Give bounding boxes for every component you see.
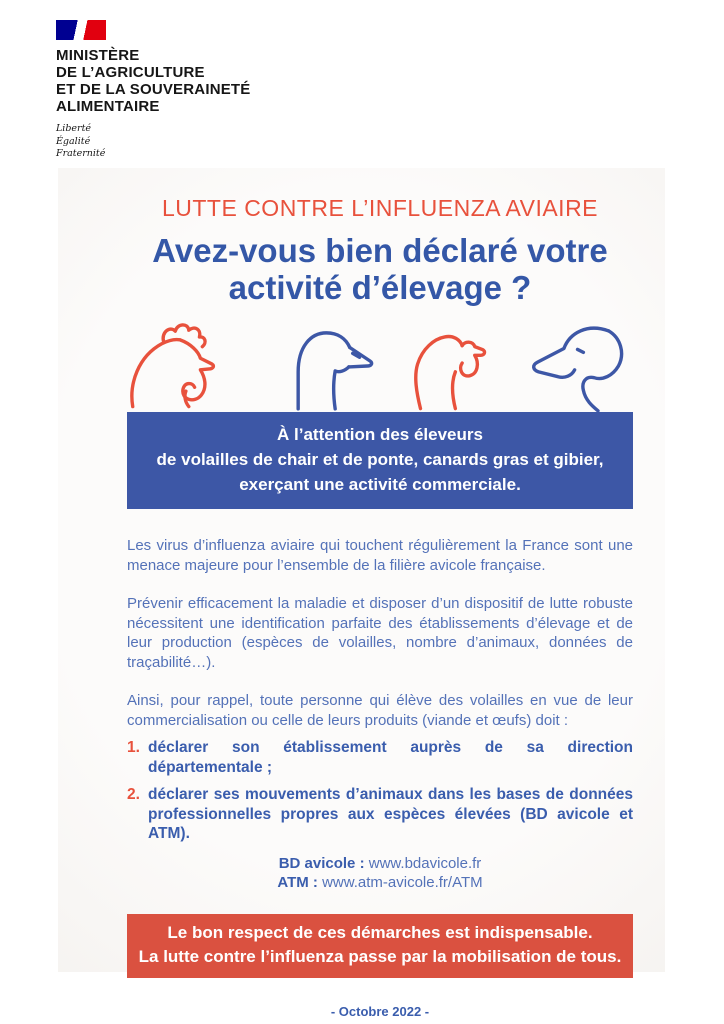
body-paragraph: Les virus d’influenza aviaire qui touchent régulièrement la France sont une menace majeure pour l’ensemble de la filière avicole française. <box>127 537 633 574</box>
ministry-line: ET DE LA SOUVERAINETÉ <box>56 81 251 98</box>
obligations-list <box>127 738 633 844</box>
alert-line: Le bon respect de ces démarches est indispensable. <box>167 922 593 942</box>
banner-line: de volailles de chair et de ponte, canards gras et gibier, <box>156 450 604 469</box>
motto-line: Liberté <box>56 123 92 134</box>
publication-date: - Octobre 2022 - <box>330 1003 430 1019</box>
motto-line: Fraternité <box>56 148 106 159</box>
ministry-line: ALIMENTAIRE <box>56 98 160 115</box>
link-url: www.atm-avicole.fr/ATM <box>322 873 483 891</box>
alert-line: La lutte contre l’influenza passe par la mobilisation de tous. <box>138 946 622 966</box>
link-label: BD avicole : <box>278 854 365 872</box>
atm-link <box>127 873 633 892</box>
bd-avicole-link <box>127 854 633 873</box>
republic-motto <box>56 123 251 161</box>
alert-banner <box>127 914 633 978</box>
database-links <box>127 854 633 892</box>
kicker-heading: LUTTE CONTRE L’INFLUENZA AVIAIRE <box>161 195 599 221</box>
ministry-line: DE L’AGRICULTURE <box>56 64 205 81</box>
link-url: www.bdavicole.fr <box>368 854 482 872</box>
ministry-name <box>56 47 251 115</box>
motto-line: Égalité <box>56 135 91 147</box>
banner-line: À l’attention des éleveurs <box>277 425 483 444</box>
list-item-number: 1. <box>127 739 140 756</box>
title-line: Avez-vous bien déclaré votre <box>152 232 608 269</box>
title-line: activité d’élevage ? <box>228 269 532 306</box>
list-item-text: déclarer ses mouvements d’animaux dans les bases de données professionnelles propres aux espèces élevées (BD avicole et ATM). <box>148 786 633 842</box>
banner-line: exerçant une activité commerciale. <box>239 475 521 494</box>
goose-icon <box>267 320 379 412</box>
poster-content <box>58 168 665 1019</box>
bird-illustrations <box>127 320 633 412</box>
page-title <box>127 232 633 306</box>
duck-icon <box>523 320 635 412</box>
poster-card <box>58 168 665 1019</box>
audience-banner <box>127 412 633 509</box>
turkey-icon <box>405 320 497 412</box>
list-item <box>127 738 633 777</box>
list-item <box>127 785 633 844</box>
list-item-number: 2. <box>127 786 140 803</box>
list-item-text: déclarer son établissement auprès de sa direction départementale ; <box>148 739 633 776</box>
ministry-line: MINISTÈRE <box>56 47 140 64</box>
body-paragraph: Ainsi, pour rappel, toute personne qui élève des volailles en vue de leur commercialisation ou celle de leurs produits (viande et œufs) doit : <box>127 692 633 729</box>
french-flag-logo-icon <box>56 20 106 40</box>
chicken-icon <box>125 320 241 412</box>
link-label: ATM : <box>277 873 318 891</box>
government-header <box>56 20 251 161</box>
body-paragraph: Prévenir efficacement la maladie et disposer d’un dispositif de lutte robuste nécessitent une identification parfaite des établissements d’élevage et de leur production (espèces de volailles, nombre d’animaux, données de traçabilité…). <box>127 595 633 671</box>
